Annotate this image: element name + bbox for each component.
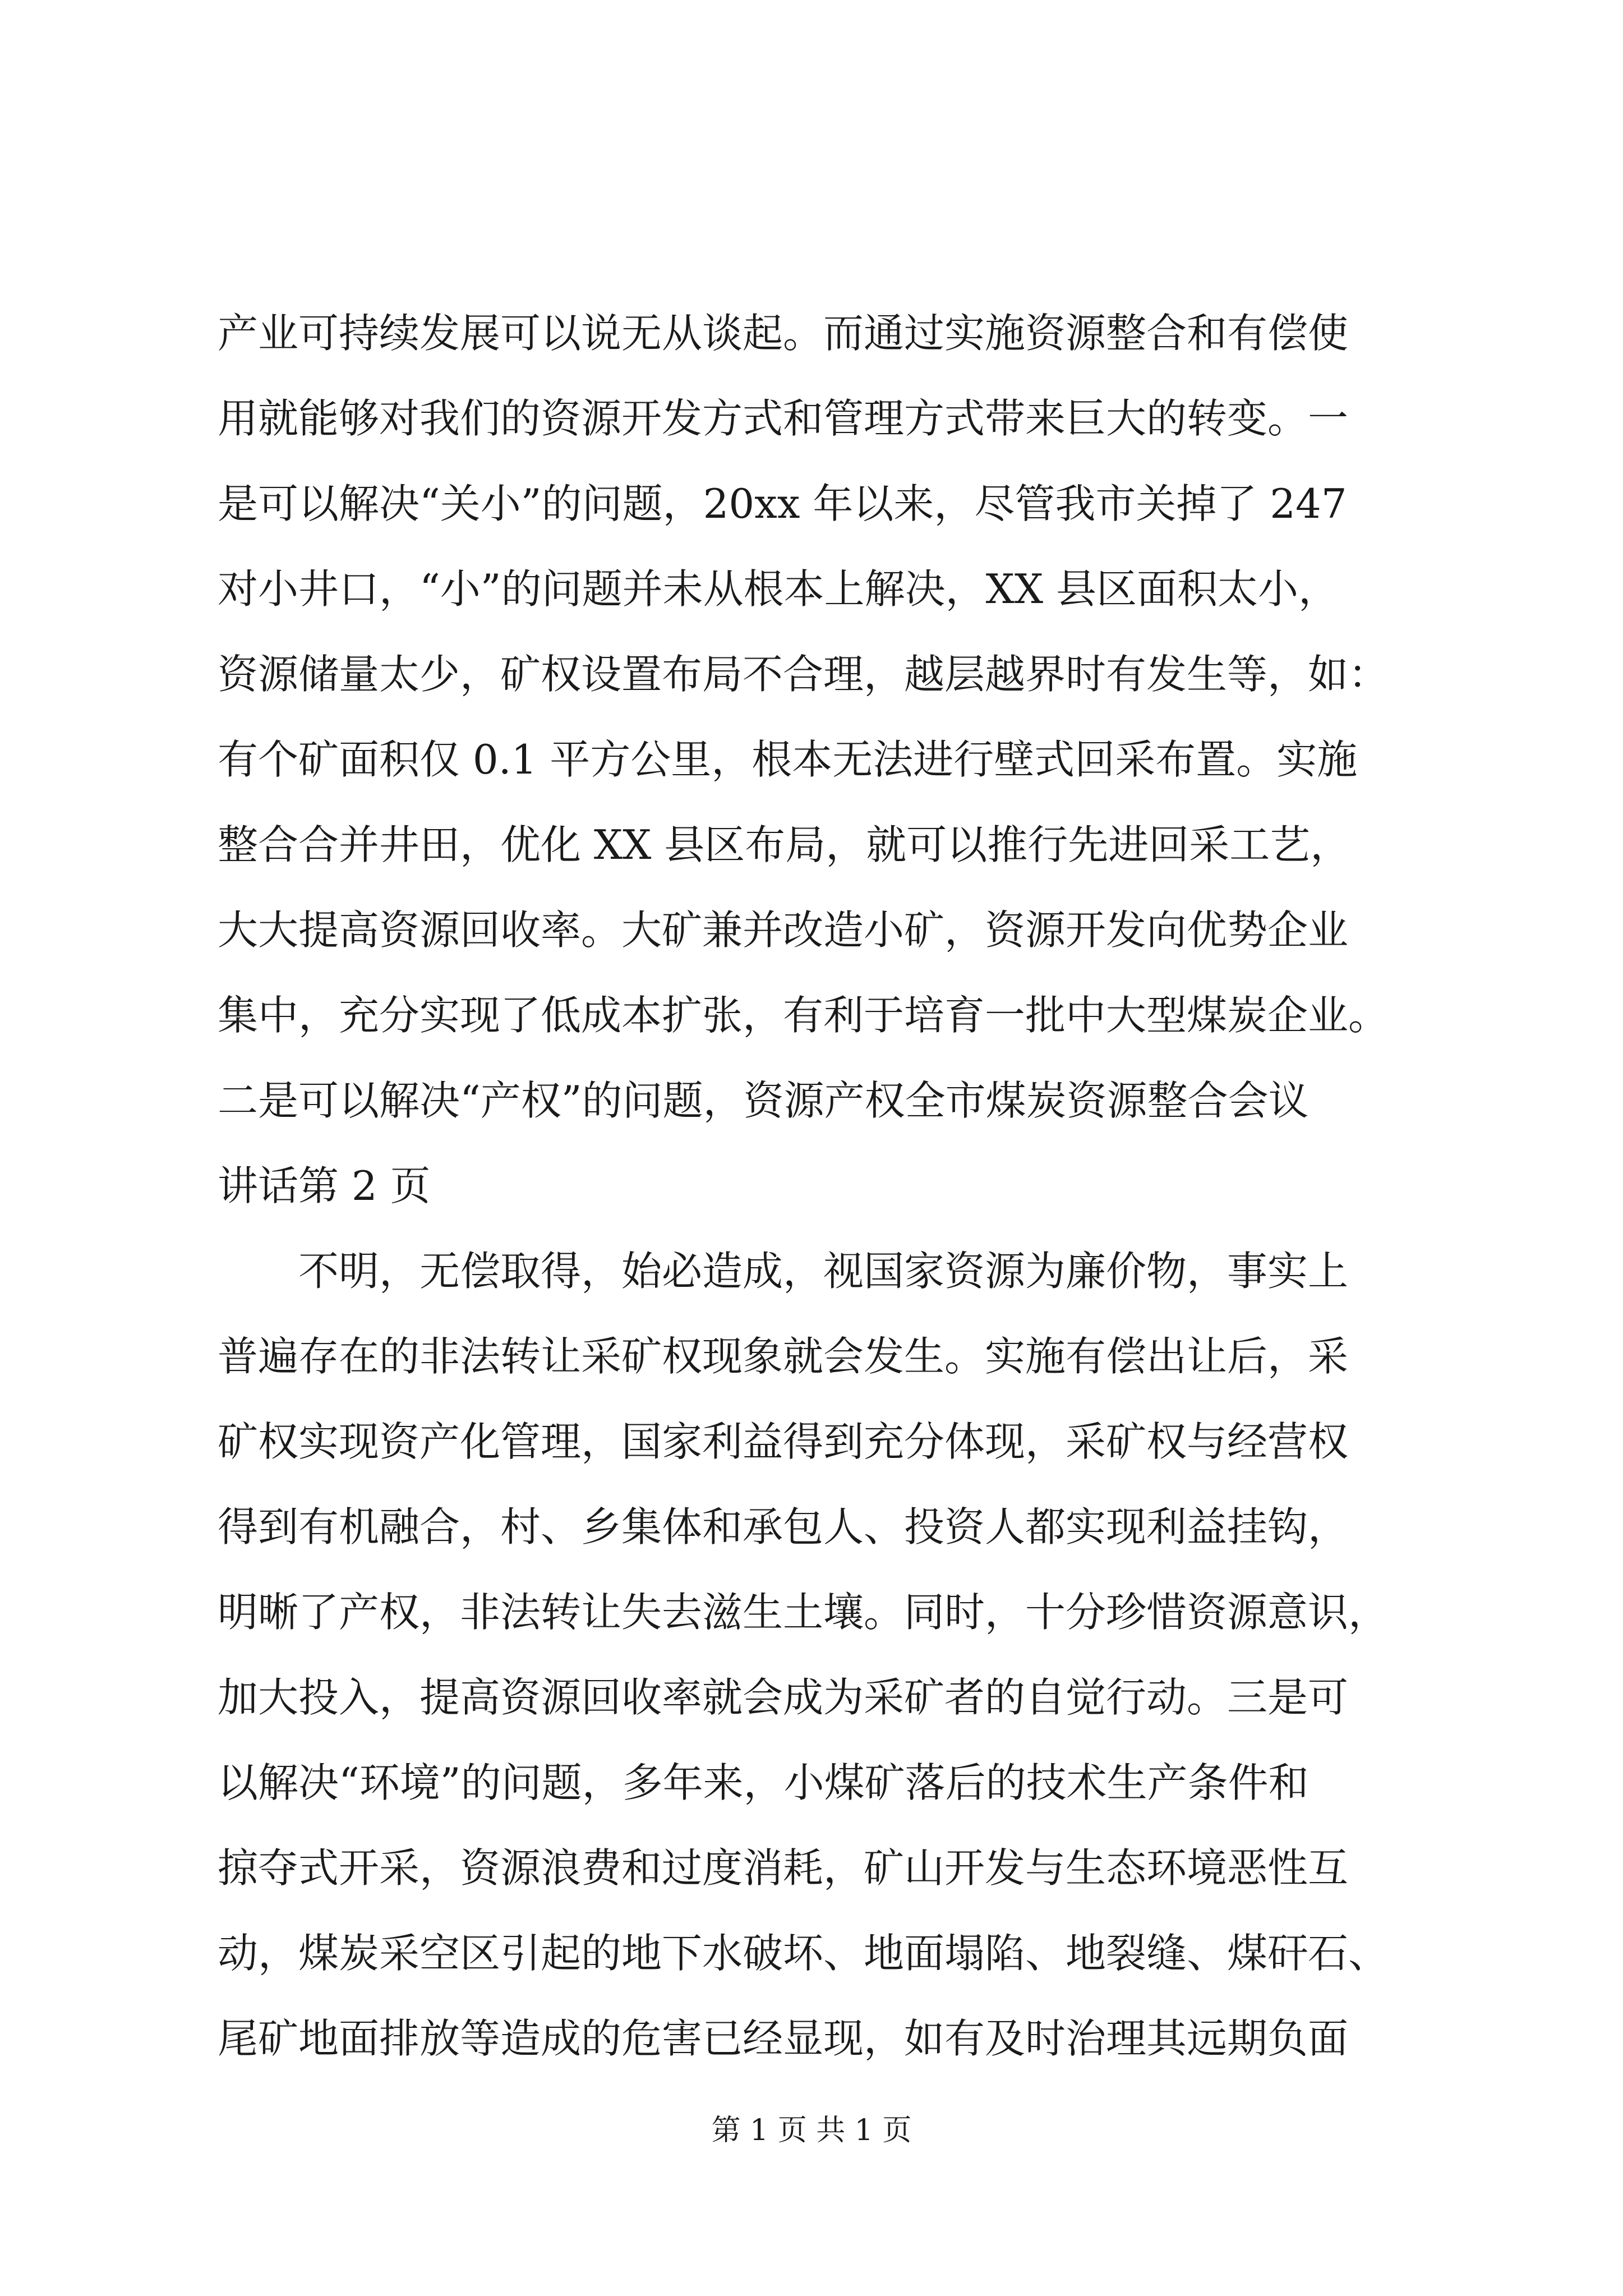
- page-footer: 第 1 页 共 1 页: [711, 2114, 912, 2147]
- text-line: 是可以解决“关小”的问题，20xx 年以来，尽管我市关掉了 247: [218, 480, 1347, 527]
- text-line: 普遍存在的非法转让采矿权现象就会发生。实施有偿出让后，采: [218, 1333, 1349, 1380]
- body-text: [218, 291, 1418, 2081]
- text-line: 加大投入，提高资源回收率就会成为采矿者的自觉行动。三是可: [218, 1674, 1349, 1721]
- text-line: 得到有机融合，村、乡集体和承包人、投资人都实现利益挂钩，: [218, 1503, 1349, 1550]
- text-line: 大大提高资源回收率。大矿兼并改造小矿，资源开发向优势企业: [218, 907, 1349, 954]
- text-line: 以解决“环境”的问题，多年来，小煤矿落后的技术生产条件和: [218, 1759, 1309, 1806]
- text-line: 动，煤炭采空区引起的地下水破坏、地面塌陷、地裂缝、煤矸石、: [218, 1930, 1389, 1977]
- text-line: 资源储量太少，矿权设置布局不合理，越层越界时有发生等，如：: [218, 651, 1389, 698]
- text-line: 集中，充分实现了低成本扩张，有利于培育一批中大型煤炭企业。: [218, 992, 1389, 1039]
- text-line: 明晰了产权，非法转让失去滋生土壤。同时，十分珍惜资源意识，: [218, 1589, 1389, 1636]
- text-line: 用就能够对我们的资源开发方式和管理方式带来巨大的转变。一: [218, 395, 1349, 442]
- text-line: 有个矿面积仅 0.1 平方公里，根本无法进行壁式回采布置。实施: [218, 736, 1358, 783]
- text-line: 整合合并井田，优化 XX 县区布局，就可以推行先进回采工艺，: [218, 821, 1351, 868]
- text-line: 二是可以解决“产权”的问题，资源产权全市煤炭资源整合会议: [218, 1077, 1309, 1124]
- text-line: 讲话第 2 页: [218, 1162, 431, 1209]
- paragraph-first-line: 不明，无偿取得，始必造成，视国家资源为廉价物，事实上: [298, 1248, 1349, 1295]
- text-line: 尾矿地面排放等造成的危害已经显现，如有及时治理其远期负面: [218, 2015, 1349, 2062]
- text-line: 对小井口，“小”的问题并未从根本上解决，XX 县区面积太小，: [218, 565, 1339, 613]
- text-line: 产业可持续发展可以说无从谈起。而通过实施资源整合和有偿使: [218, 310, 1349, 357]
- text-line: 掠夺式开采，资源浪费和过度消耗，矿山开发与生态环境恶性互: [218, 1844, 1349, 1892]
- text-line: 矿权实现资产化管理，国家利益得到充分体现，采矿权与经营权: [218, 1418, 1349, 1465]
